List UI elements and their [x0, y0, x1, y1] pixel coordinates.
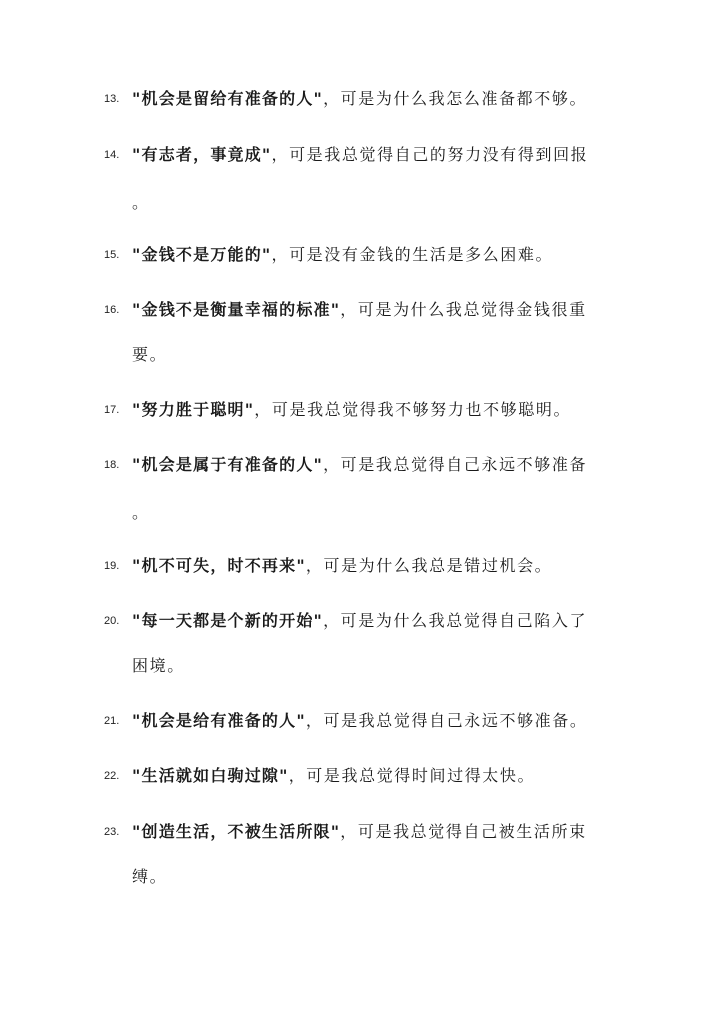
item-quote: "机会是属于有准备的人"	[132, 455, 324, 474]
item-text: ，可是我总觉得自己的努力没有得到回报	[271, 145, 589, 164]
item-first-line	[132, 611, 587, 631]
item-text: ，可是为什么我怎么准备都不够。	[323, 89, 588, 108]
item-text: ，可是我总觉得时间过得太快。	[288, 766, 536, 785]
item-number: 15.	[104, 249, 120, 261]
item-text: ，可是我总觉得自己永远不够准备	[323, 455, 588, 474]
item-first-line	[132, 822, 587, 842]
item-number: 22.	[104, 770, 120, 782]
item-first-line	[132, 145, 588, 165]
item-continuation-line	[132, 867, 167, 887]
item-quote: "努力胜于聪明"	[132, 400, 255, 419]
item-text: ，可是我总觉得我不够努力也不够聪明。	[254, 400, 572, 419]
item-text: ，可是为什么我总觉得自己陷入了	[323, 611, 588, 630]
item-quote: "机不可失，时不再来"	[132, 556, 306, 575]
item-quote: "机会是留给有准备的人"	[132, 89, 324, 108]
item-continuation-line	[132, 503, 150, 523]
item-quote: "有志者，事竟成"	[132, 145, 272, 164]
item-continuation-line	[132, 656, 185, 676]
item-text: ，可是为什么我总觉得金钱很重	[340, 300, 587, 319]
item-first-line	[132, 300, 587, 320]
item-number: 17.	[104, 404, 120, 416]
item-first-line	[132, 89, 587, 109]
item-first-line	[132, 766, 535, 786]
item-first-line	[132, 556, 552, 576]
item-quote: "金钱不是万能的"	[132, 245, 272, 264]
item-quote: "创造生活，不被生活所限"	[132, 822, 341, 841]
item-quote: "生活就如白驹过隙"	[132, 766, 289, 785]
item-number: 18.	[104, 459, 120, 471]
item-text: ，可是为什么我总是错过机会。	[305, 556, 553, 575]
item-first-line	[132, 245, 553, 265]
item-number: 13.	[104, 93, 120, 105]
item-text-continued: 困境。	[132, 656, 185, 675]
item-first-line	[132, 711, 587, 731]
item-text: ，可是没有金钱的生活是多么困难。	[271, 245, 554, 264]
item-first-line	[132, 455, 587, 475]
item-quote: "每一天都是个新的开始"	[132, 611, 324, 630]
item-quote: "机会是给有准备的人"	[132, 711, 306, 730]
item-text-continued: 。	[132, 193, 150, 212]
item-text: ，可是我总觉得自己永远不够准备。	[305, 711, 588, 730]
item-number: 21.	[104, 715, 120, 727]
item-text-continued: 。	[132, 503, 150, 522]
item-text: ，可是我总觉得自己被生活所束	[340, 822, 587, 841]
item-number: 20.	[104, 615, 120, 627]
item-first-line	[132, 400, 571, 420]
item-number: 14.	[104, 149, 120, 161]
item-quote: "金钱不是衡量幸福的标准"	[132, 300, 341, 319]
item-number: 23.	[104, 826, 120, 838]
item-continuation-line	[132, 193, 150, 213]
item-text-continued: 要。	[132, 345, 168, 364]
item-number: 19.	[104, 560, 120, 572]
item-text-continued: 缚。	[132, 867, 168, 886]
item-number: 16.	[104, 304, 120, 316]
item-continuation-line	[132, 345, 167, 365]
